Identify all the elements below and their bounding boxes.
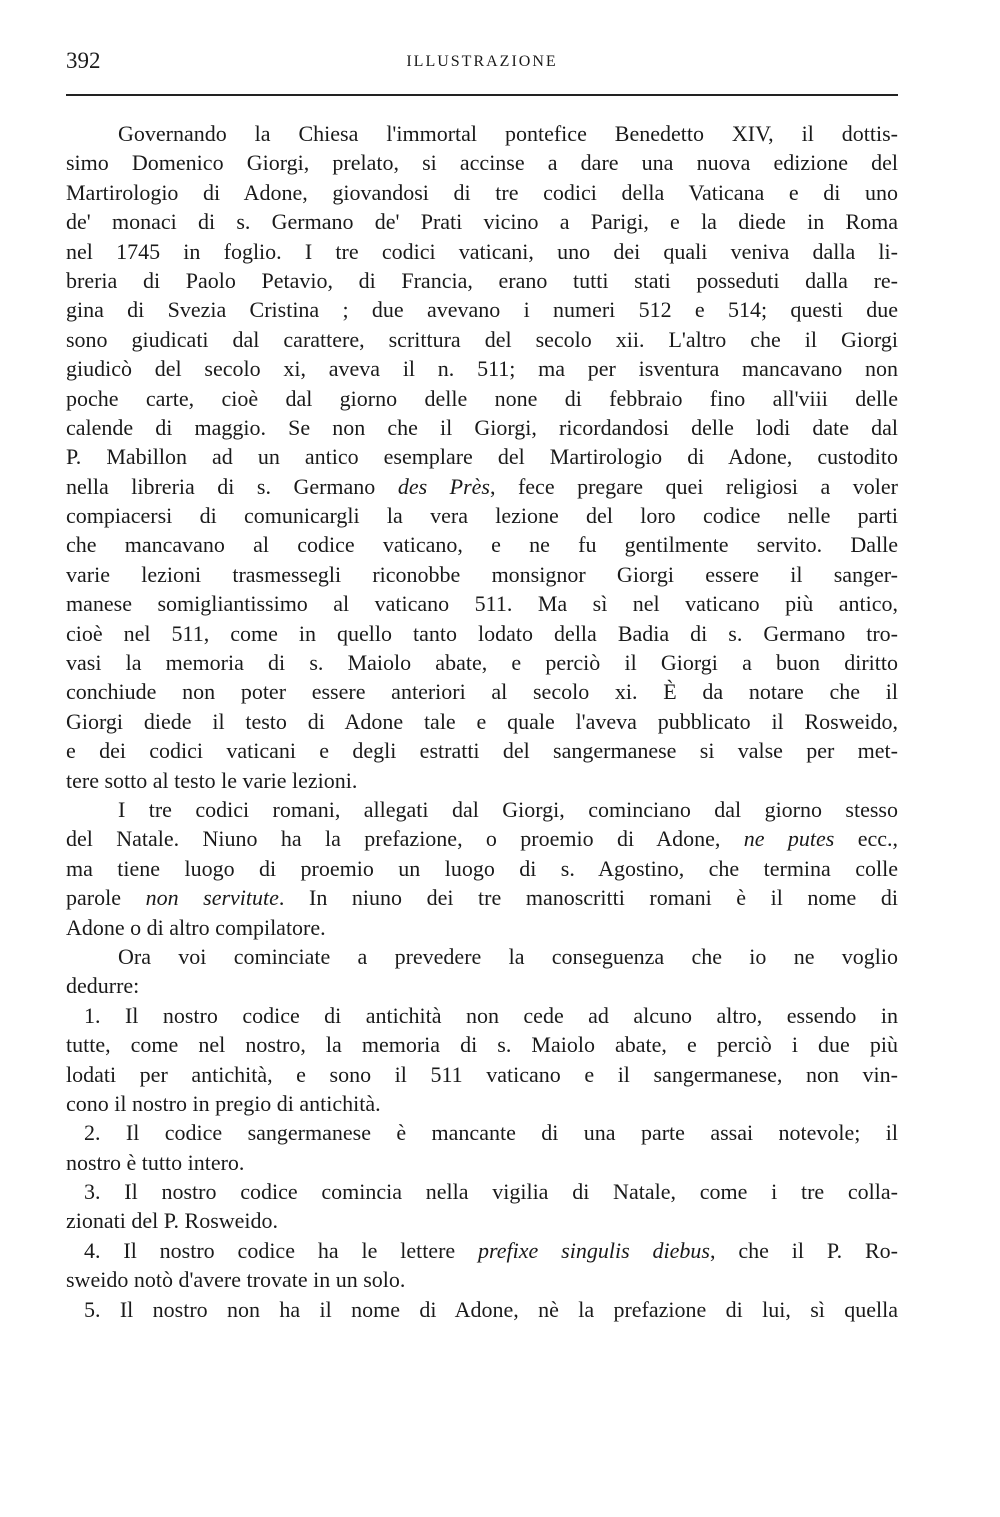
- text-line: ma tiene luogo di proemio un luogo di s. Agostino, che termina colle: [66, 855, 898, 881]
- text-line: e dei codici vaticani e degli estratti del sangermanese si valse per met-: [66, 738, 898, 764]
- text-line: tere sotto al testo le varie lezioni.: [66, 767, 358, 793]
- text-line: Giorgi diede il testo di Adone tale e quale l'aveva pubblicato il Rosweido,: [66, 708, 898, 734]
- text-line: cono il nostro in pregio di antichità.: [66, 1090, 381, 1116]
- text-line: 5. Il nostro non ha il nome di Adone, nè la prefazione di lui, sì quella: [84, 1296, 898, 1322]
- text-line: simo Domenico Giorgi, prelato, si accinse a dare una nuova edizione del: [66, 150, 898, 176]
- text-line: calende di maggio. Se non che il Giorgi, ricordandosi delle lodi date dal: [66, 414, 898, 440]
- text-line: nostro è tutto intero.: [66, 1149, 245, 1175]
- text-line: vasi la memoria di s. Maiolo abate, e perciò il Giorgi a buon diritto: [66, 650, 898, 676]
- text-line: del Natale. Niuno ha la prefazione, o proemio di Adone, ne putes ecc.,: [66, 826, 898, 852]
- text-line: P. Mabillon ad un antico esemplare del Martirologio di Adone, custodito: [66, 444, 898, 470]
- text-line: Ora voi cominciate a prevedere la conseguenza che io ne voglio: [118, 943, 898, 969]
- italic-phrase: ne putes: [743, 826, 835, 852]
- text-line: sono giudicati dal carattere, scrittura del secolo xii. L'altro che il Giorgi: [66, 326, 898, 352]
- page-number: 392: [66, 48, 101, 73]
- text-line: dedurre:: [66, 973, 140, 999]
- italic-phrase: prefixe singulis diebus: [478, 1237, 710, 1263]
- list-item: [66, 1177, 898, 1236]
- text-line: giudicò del secolo xi, aveva il n. 511; ma per isventura mancavano non: [66, 356, 898, 382]
- text-line: breria di Paolo Petavio, di Francia, erano tutti stati posseduti dalla re-: [66, 267, 898, 293]
- text-line: Adone o di altro compilatore.: [66, 914, 326, 940]
- list-item: [66, 1295, 898, 1324]
- text-line: tutte, come nel nostro, la memoria di s. Maiolo abate, e perciò i due più: [66, 1032, 898, 1058]
- text-line: 4. Il nostro codice ha le lettere prefixe singulis diebus, che il P. Ro-: [84, 1237, 898, 1263]
- text-line: lodati per antichità, e sono il 511 vaticano e il sangermanese, non vin-: [66, 1061, 898, 1087]
- text-line: I tre codici romani, allegati dal Giorgi, cominciano dal giorno stesso: [118, 796, 898, 822]
- numbered-list: [66, 1001, 898, 1324]
- text-line: nella libreria di s. Germano des Près, fece pregare quei religiosi a voler: [66, 473, 898, 499]
- page-header: [66, 46, 898, 86]
- text-line: 2. Il codice sangermanese è mancante di una parte assai notevole; il: [84, 1120, 898, 1146]
- list-item: [66, 1236, 898, 1295]
- text-line: Governando la Chiesa l'immortal pontefice Benedetto XIV, il dottis-: [118, 121, 898, 146]
- text-line: de' monaci di s. Germano de' Prati vicino a Parigi, e la diede in Roma: [66, 209, 898, 235]
- list-item: [66, 1001, 898, 1119]
- text-line: compiacersi di comunicargli la vera lezione del loro codice nelle parti: [66, 503, 898, 529]
- italic-phrase: des Près: [397, 473, 490, 499]
- text-line: che mancavano al codice vaticano, e ne fu gentilmente servito. Dalle: [66, 532, 898, 558]
- paragraph-3: [66, 942, 898, 1001]
- running-title: ILLUSTRAZIONE: [406, 53, 558, 70]
- text-line: 3. Il nostro codice comincia nella vigilia di Natale, come i tre colla-: [84, 1179, 898, 1205]
- text-line: Martirologio di Adone, giovandosi di tre codici della Vaticana e di uno: [66, 179, 898, 205]
- text-line: cioè nel 511, come in quello tanto lodato della Badia di s. Germano tro-: [66, 620, 898, 646]
- text-line: zionati del P. Rosweido.: [66, 1208, 279, 1234]
- text-line: nel 1745 in foglio. I tre codici vaticani, uno dei quali veniva dalla li-: [66, 238, 898, 264]
- header-rule: [66, 94, 898, 96]
- italic-phrase: non servitute: [145, 885, 279, 911]
- body-text: [66, 119, 898, 1324]
- text-line: parole non servitute. In niuno dei tre manoscritti romani è il nome di: [66, 885, 898, 911]
- text-line: poche carte, cioè dal giorno delle none di febbraio fino all'viii delle: [66, 385, 898, 411]
- text-line: 1. Il nostro codice di antichità non cede ad alcuno altro, essendo in: [84, 1002, 898, 1028]
- text-line: sweido notò d'avere trovate in un solo.: [66, 1267, 406, 1293]
- text-line: conchiude non poter essere anteriori al secolo xi. È da notare che il: [66, 679, 898, 705]
- text-line: manese somigliantissimo al vaticano 511. Ma sì nel vaticano più antico,: [66, 591, 898, 617]
- paragraph-1: [66, 119, 898, 795]
- text-line: gina di Svezia Cristina ; due avevano i numeri 512 e 514; questi due: [66, 297, 898, 323]
- paragraph-2: [66, 795, 898, 942]
- list-item: [66, 1118, 898, 1177]
- text-line: varie lezioni trasmessegli riconobbe monsignor Giorgi essere il sanger-: [66, 561, 898, 587]
